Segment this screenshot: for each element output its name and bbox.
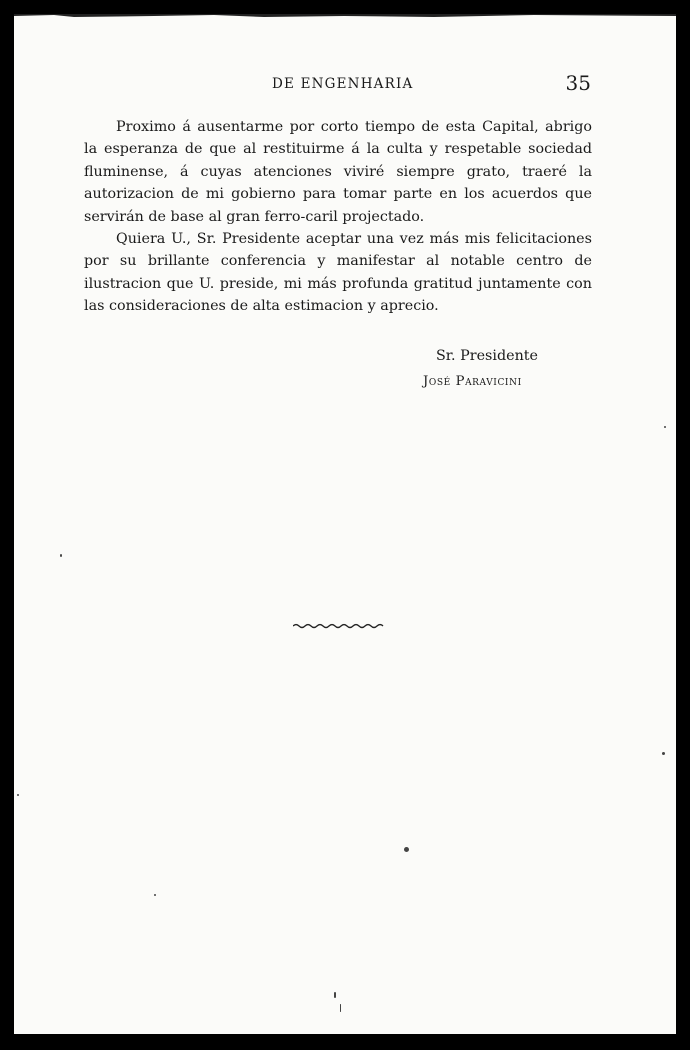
book-page	[14, 14, 676, 1034]
scan-speck	[662, 752, 665, 755]
running-head	[14, 71, 676, 98]
running-title: DE ENGENHARIA	[272, 76, 414, 92]
scan-speck	[60, 554, 62, 557]
scan-edge-noise	[14, 14, 676, 20]
letter-closing	[423, 344, 538, 394]
wavy-rule-ornament	[293, 622, 385, 630]
scan-speck	[404, 847, 409, 852]
scan-speck	[17, 794, 19, 796]
body-text	[84, 116, 592, 318]
paragraph: Proximo á ausentarme por corto tiempo de esta Capital, abrigo la esperanza de que al restituirme á la culta y respetable sociedad fluminense, á cuyas atenciones viviré siempre grato, traeré la autorizacion de mi gobierno para tomar parte en los acuerdos que servirán de base al gran ferro-caril projectado.	[84, 119, 592, 225]
closing-signature: José Paravicini	[423, 374, 522, 389]
paragraph: Quiera U., Sr. Presidente aceptar una vez más mis felicitaciones por su brillante conferencia y manifestar al notable centro de ilustracion que U. preside, mi más profunda gratitud juntamente con las consideraciones de alta estimacion y aprecio.	[84, 231, 592, 315]
closing-salutation: Sr. Presidente	[436, 348, 538, 364]
scan-speck	[154, 894, 156, 896]
scan-speck	[664, 426, 666, 428]
scan-speck	[340, 1004, 341, 1012]
scan-speck	[334, 992, 336, 998]
page-number: 35	[565, 71, 591, 95]
